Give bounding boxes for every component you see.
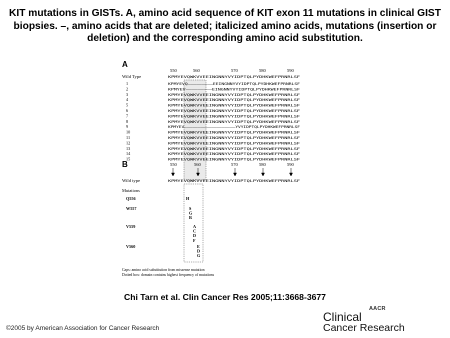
panel-a-row-number: 14: [126, 151, 131, 157]
panel-b-wild-type-label: Wild type: [122, 178, 141, 183]
panel-a-row-sequence: KPMYEVQWKVVEEINGNNYVYIDPTQLPYDHKWEFPRNRLSF: [168, 98, 300, 103]
panel-a-row-sequence: KPMYEVQWKVVEEINGNNYVYIDPTQLPYDHKWEFPRNRLSF: [168, 136, 300, 140]
panel-a-row-sequence: KPMYEVQWKVVEEINGNNYVYIDPTQLPYDHKWEFPRNRLSF: [168, 146, 300, 151]
panel-a-row-number: 15: [126, 156, 131, 162]
position-560: 560: [193, 68, 200, 73]
panel-a-row-number: 3: [126, 91, 129, 97]
panel-a-label: A: [122, 60, 128, 69]
legend-caps: Caps: amino acid substitution from missense mutation: [122, 268, 205, 272]
mutation-site-label: V560: [126, 244, 136, 249]
journal-name-line1: Clinical: [323, 310, 362, 324]
mutation-site-label: Q556: [126, 196, 136, 201]
panel-a-row-sequence: KPMYEVQWKVVEEINGNNYVYIDPTQLPYDHKWEFPRNRLSF: [168, 114, 300, 119]
panel-a-row-sequence: KPMYEVQWKVVEEINGNNYVYIDPTQLPYDHKWEFPRNRLSF: [168, 130, 300, 135]
citation: Chi Tarn et al. Clin Cancer Res 2005;11:3668-3677: [124, 292, 326, 302]
panel-a-row-number: 6: [126, 108, 129, 113]
panel-a-row-sequence: KPMYEVQWKVVEEINGNNYVYIDPTQLPYDHKWEFPRNRLSF: [168, 119, 300, 124]
panel-a-mutation-rows: [126, 81, 300, 162]
panel-a-positions: [170, 68, 295, 73]
panel-a-row-sequence: KPMYEVQWKVVEEINGNNYVYIDPTQLPYDHKWEFPRNRLSF: [168, 92, 300, 97]
panel-a-row-number: 4: [126, 97, 129, 103]
panel-a-row-number: 7: [126, 113, 129, 119]
panel-a-row-sequence: KPMYEVQ–––––––––EEINGNNYVYIDPTQLPYDHKWEFPRNRLSF: [168, 82, 300, 86]
mutation-site-label: W557: [126, 206, 137, 211]
panel-a-row-number: 9: [126, 124, 129, 130]
panel-a-row-sequence: KPMYEVQWKVVEEINGNNYVYIDPTQLPYDHKWEFPRNRLSF: [168, 157, 300, 162]
position-580: 580: [259, 68, 266, 73]
journal-name-line2: Cancer Research: [323, 322, 405, 334]
panel-a-wild-type-label: Wild Type: [122, 74, 142, 79]
copyright: ©2005 by American Association for Cancer Research: [6, 325, 160, 332]
panel-a-row-sequence: KPMYEVQWKVVEEINGNNYVYIDPTQLPYDHKWEFPRNRLSF: [168, 103, 300, 108]
panel-a-row-number: 8: [126, 118, 129, 124]
panel-b-wild-type-seq: KPMYEVQWKVVEEINGNNYVYIDPTQLPYDHKWEFPRNRLSF: [168, 179, 300, 183]
panel-a-row-sequence: KPMYEVQWKVVEEINGNNYVYIDPTQLPYDHKWEFPRNRLSF: [168, 152, 300, 157]
substituted-residue: G: [189, 210, 193, 216]
panel-b-mutations-label: Mutations: [122, 188, 140, 193]
substituted-residue: A: [193, 224, 197, 229]
substituted-residue: F: [193, 237, 196, 243]
substituted-residue: E: [197, 244, 200, 249]
substituted-residue: S: [189, 206, 192, 211]
panel-a-row-sequence: KPMYEV–––––––––––––––––––YVYIDPTQLPYDHKWEFPRNRLSF: [168, 125, 300, 130]
panel-b-label: B: [122, 160, 128, 169]
aacr-logo: AACR: [369, 306, 386, 312]
panel-a-row-sequence: KPMYEVQWKVVEEINGNNYVYIDPTQLPYDHKWEFPRNRLSF: [168, 109, 300, 113]
position-580-b: 580: [259, 162, 266, 167]
panel-a-row-number: 1: [126, 81, 129, 86]
position-550-b: 550: [170, 162, 177, 167]
substituted-residue: G: [197, 253, 201, 259]
panel-a-row-number: 13: [126, 145, 131, 151]
panel-a-row-number: 12: [126, 140, 131, 146]
position-570: 570: [231, 68, 238, 73]
panel-a-row-number: 2: [126, 86, 129, 92]
panel-a-row-sequence: KPMYEV–––––––––EINGNNYVYIDPTQLPYDHKWEFPRNRLSF: [168, 87, 300, 92]
panel-a-row-number: 5: [126, 102, 129, 108]
position-590: 590: [287, 68, 294, 73]
position-570-b: 570: [231, 162, 238, 167]
position-590-b: 590: [287, 162, 294, 167]
panel-a-wild-type-seq: KPMYEVQWKVVEEINGNNYVYIDPTQLPYDHKWEFPRNRLSF: [168, 75, 300, 79]
slide-title: KIT mutations in GISTs. A, amino acid sequence of KIT exon 11 mutations in clinical GIST biopsies. –, amino acids that are deleted; italicized amino acids, mutations (insertion or deletion) and the corresponding amino acid substitution.: [9, 8, 441, 44]
substituted-residue: D: [193, 233, 197, 239]
substituted-residue: C: [193, 228, 197, 234]
panel-a-row-number: 10: [126, 129, 131, 135]
position-560-b: 560: [194, 162, 201, 167]
journal-logo: [323, 311, 405, 334]
panel-a-row-sequence: KPMYEVQWKVVEEINGNNYVYIDPTQLPYDHKWEFPRNRLSF: [168, 141, 300, 146]
position-550: 550: [170, 68, 177, 73]
substituted-residue: H: [186, 196, 190, 201]
panel-b-mutation-list: [126, 196, 201, 258]
legend-dotted-box: Dotted box: domain contains highest frequency of mutations: [122, 273, 215, 277]
kit-mutation-figure: [118, 58, 332, 290]
substituted-residue: D: [197, 248, 201, 254]
substituted-residue: R: [189, 215, 193, 221]
mutation-site-label: V559: [126, 224, 136, 229]
panel-a-row-number: 11: [126, 135, 131, 140]
